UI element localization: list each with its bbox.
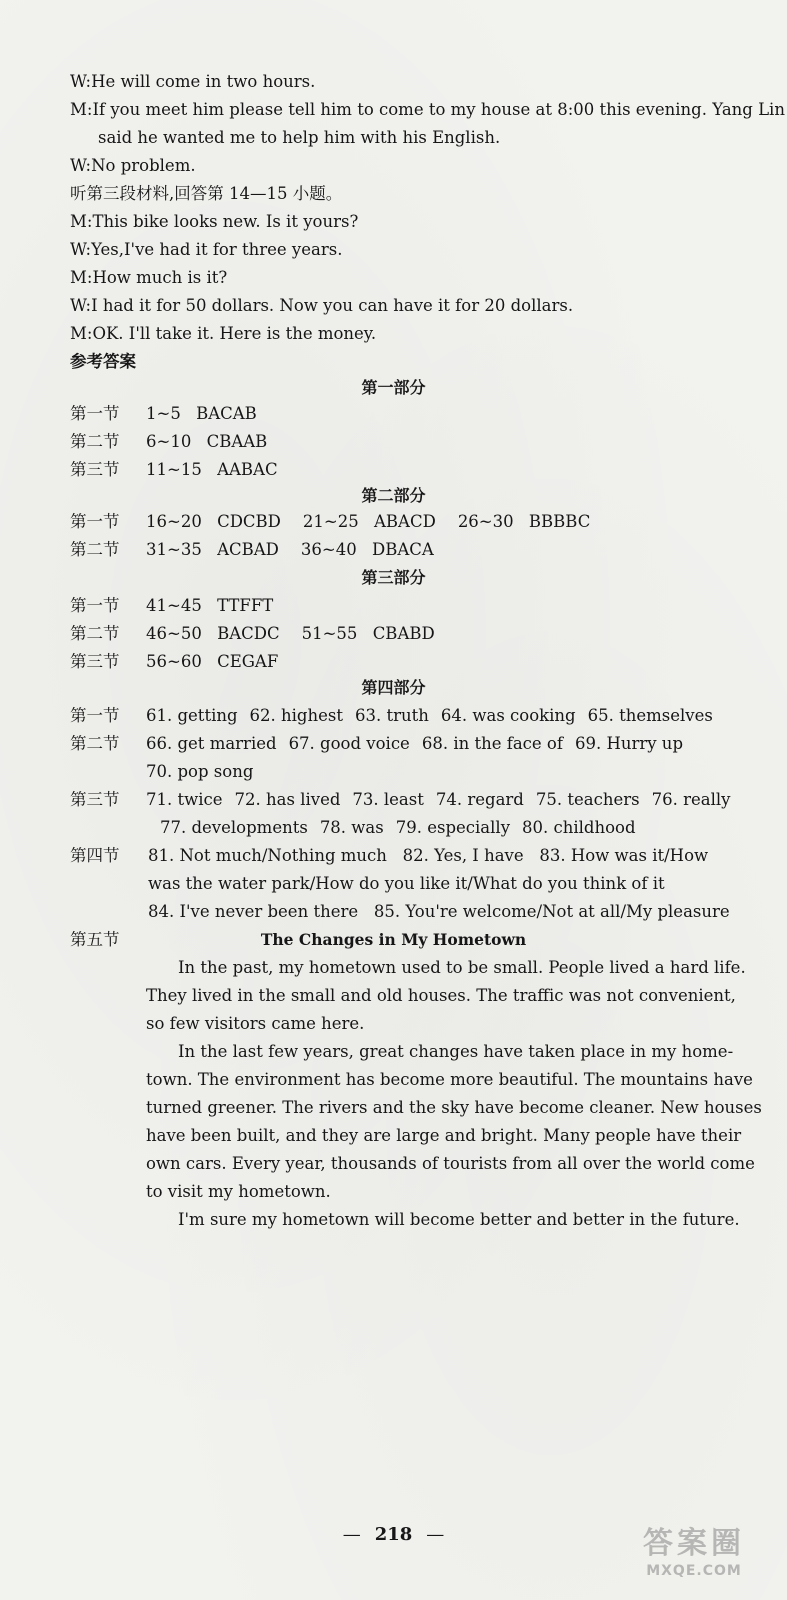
answer-item: 77. developments (160, 818, 308, 837)
section-label: 第一节 (70, 596, 120, 615)
question-range: 51~55 (301, 624, 358, 643)
part4-sec3-cont (160, 814, 648, 842)
answer-item: 68. in the face of (421, 734, 563, 753)
dialogue-line: W:Yes,I've had it for three years. (70, 240, 343, 259)
part3-row (70, 592, 273, 620)
question-range: 11~15 (146, 460, 202, 479)
essay-line: In the last few years, great changes have taken place in my home- (178, 1042, 734, 1061)
dialogue-line: W:I had it for 50 dollars. Now you can have it for 20 dollars. (70, 296, 574, 315)
answer-key: CBAAB (206, 432, 268, 451)
part2-row (70, 536, 434, 564)
dialogue-line: W:He will come in two hours. (70, 72, 316, 91)
question-range: 1~5 (146, 404, 181, 423)
dialogue-line: M:If you meet him please tell him to come to my house at 8:00 this evening. Yang Lin (70, 100, 785, 119)
part3-row (70, 648, 278, 676)
essay-paragraph (146, 1038, 762, 1206)
answer-key: TTFFT (217, 596, 274, 615)
answer-item: 67. good voice (288, 734, 410, 753)
answer-item: 72. has lived (234, 790, 341, 809)
part3-row (70, 620, 435, 648)
part1-row (70, 400, 257, 428)
question-range: 16~20 (146, 512, 202, 531)
question-range: 41~45 (146, 596, 202, 615)
answer-key: ABACD (374, 512, 436, 531)
essay-line: so few visitors came here. (146, 1014, 365, 1033)
section-instruction: 听第三段材料,回答第 14—15 小题。 (70, 184, 343, 203)
essay-line: In the past, my hometown used to be small. People lived a hard life. (178, 958, 746, 977)
answer-item: 62. highest (249, 706, 343, 725)
essay-paragraph (146, 954, 746, 1038)
question-range: 26~30 (457, 512, 514, 531)
answer-line: 81. Not much/Nothing much 82. Yes, I have 83. How was it/How (148, 846, 709, 865)
watermark-logo (619, 1526, 769, 1586)
essay-line: have been built, and they are large and bright. Many people have their (146, 1126, 742, 1145)
part4-sec2 (70, 730, 695, 758)
answer-item: 66. get married (146, 734, 277, 753)
answer-key: BACDC (217, 624, 280, 643)
answer-item: 71. twice (146, 790, 223, 809)
answer-item: 78. was (319, 818, 384, 837)
page-number: — 218 — (342, 1524, 445, 1545)
answer-key: ACBAD (217, 540, 279, 559)
answer-key: AABAC (217, 460, 278, 479)
page-number-value: 218 (374, 1524, 413, 1545)
answer-item: 79. especially (395, 818, 511, 837)
section-label: 第二节 (70, 624, 120, 643)
dialogue-line: M:How much is it? (70, 268, 228, 287)
answer-item: 76. really (651, 790, 731, 809)
essay-line: turned greener. The rivers and the sky have become cleaner. New houses (146, 1098, 762, 1117)
part4-title: 第四部分 (361, 678, 426, 697)
watermark-url: MXQE.COM (646, 1563, 742, 1579)
essay-line: own cars. Every year, thousands of tourists from all over the world come (146, 1154, 755, 1173)
answer-item: 70. pop song (146, 762, 254, 781)
section-label: 第四节 (70, 846, 120, 865)
answer-item: 64. was cooking (440, 706, 576, 725)
question-range: 36~40 (300, 540, 357, 559)
answer-line: 84. I've never been there 85. You're welcome/Not at all/My pleasure (148, 902, 730, 921)
answers-heading: 参考答案 (70, 352, 136, 371)
answer-item: 65. themselves (587, 706, 713, 725)
section-label: 第一节 (70, 404, 120, 423)
answer-item: 74. regard (435, 790, 524, 809)
answer-line: was the water park/How do you like it/What do you think of it (148, 874, 665, 893)
part1-row (70, 456, 278, 484)
answer-key: DBACA (371, 540, 434, 559)
question-range: 21~25 (302, 512, 359, 531)
section-label: 第一节 (70, 512, 120, 531)
answer-key: CDCBD (217, 512, 281, 531)
section-label: 第五节 (70, 930, 120, 949)
section-label: 第二节 (70, 734, 120, 753)
question-range: 56~60 (146, 652, 202, 671)
essay-line: town. The environment has become more beautiful. The mountains have (146, 1070, 753, 1089)
dialogue-line: W:No problem. (70, 156, 196, 175)
part1-title: 第一部分 (361, 378, 426, 397)
part4-sec1 (70, 702, 725, 730)
dialogue-line: M:OK. I'll take it. Here is the money. (70, 324, 377, 343)
part2-title: 第二部分 (361, 486, 426, 505)
answer-item: 75. teachers (535, 790, 640, 809)
section-label: 第二节 (70, 432, 120, 451)
watermark-text: 答案圈 (643, 1526, 745, 1561)
essay-title: The Changes in My Hometown (260, 930, 527, 949)
section-label: 第三节 (70, 652, 120, 671)
answer-item: 73. least (352, 790, 424, 809)
answer-item: 69. Hurry up (574, 734, 684, 753)
part4-sec3 (70, 786, 742, 814)
essay-line: I'm sure my hometown will become better and better in the future. (178, 1210, 740, 1229)
answer-key: BBBBC (528, 512, 591, 531)
part3-title: 第三部分 (361, 568, 426, 587)
question-range: 46~50 (146, 624, 202, 643)
dialogue-line: M:This bike looks new. Is it yours? (70, 212, 359, 231)
part4-sec4 (70, 842, 708, 870)
dialogue-line: said he wanted me to help him with his English. (98, 128, 501, 147)
answer-key: BACAB (196, 404, 257, 423)
answer-item: 80. childhood (522, 818, 636, 837)
essay-line: to visit my hometown. (146, 1182, 331, 1201)
part1-row (70, 428, 267, 456)
section-label: 第一节 (70, 706, 120, 725)
question-range: 6~10 (146, 432, 192, 451)
answer-item: 63. truth (355, 706, 429, 725)
question-range: 31~35 (146, 540, 202, 559)
answer-key: CEGAF (217, 652, 279, 671)
section-label: 第三节 (70, 790, 120, 809)
answer-key: CBABD (372, 624, 435, 643)
answer-item: 61. getting (146, 706, 238, 725)
section-label: 第二节 (70, 540, 120, 559)
essay-paragraph (146, 1206, 740, 1234)
essay-line: They lived in the small and old houses. The traffic was not convenient, (146, 986, 736, 1005)
section-label: 第三节 (70, 460, 120, 479)
part2-row (70, 508, 590, 536)
